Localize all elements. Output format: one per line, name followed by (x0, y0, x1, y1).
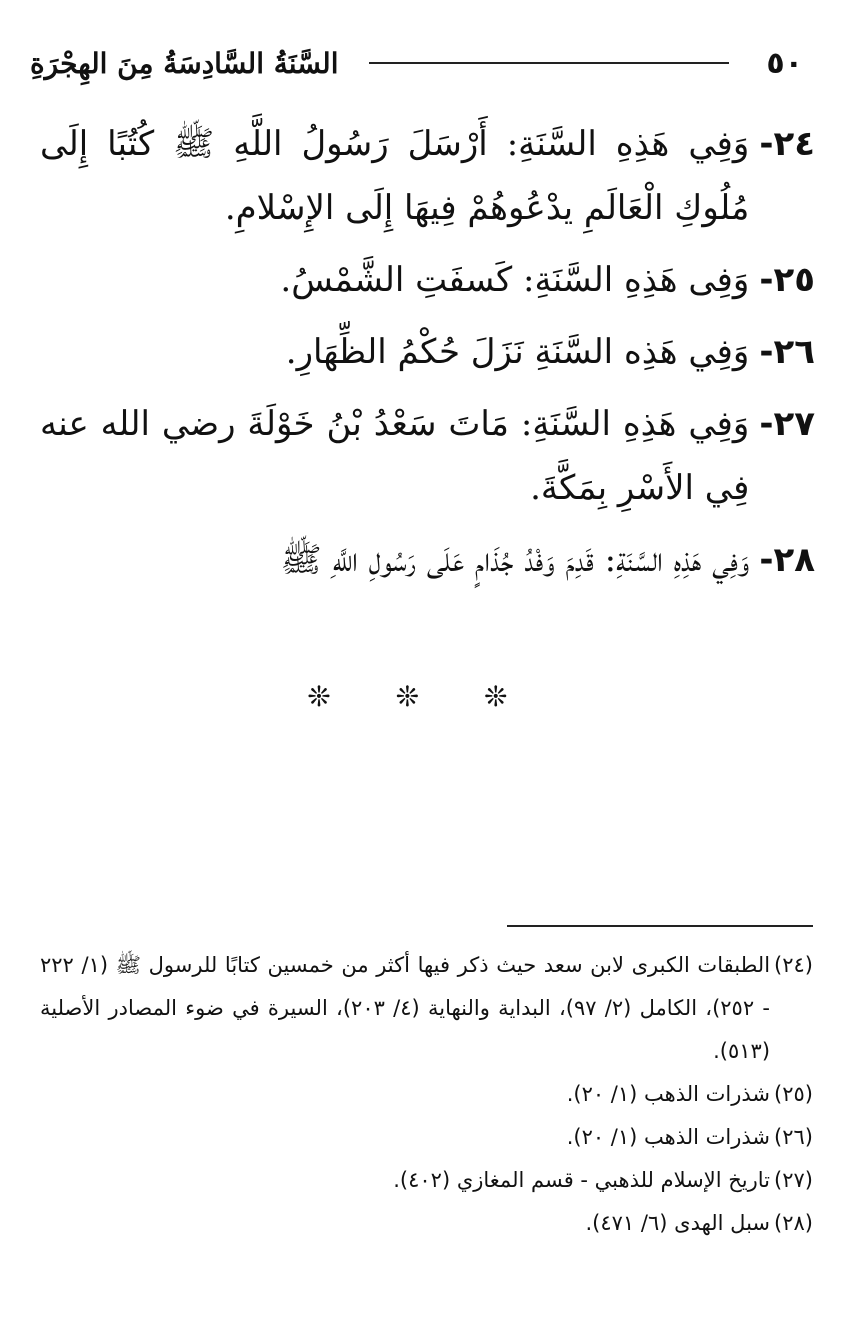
entry-26 (40, 320, 815, 384)
footnote-25 (40, 1073, 813, 1116)
footnotes-list (40, 944, 813, 1245)
footnote-28 (40, 1202, 813, 1245)
footnote-number: (٢٥) (774, 1082, 813, 1106)
entry-text: وَفِي هَذِه السَّنَةِ نَزَلَ حُكْمُ الظِّهَارِ. (285, 332, 750, 372)
footnote-27 (40, 1159, 813, 1202)
footnote-rule (507, 925, 813, 927)
entry-number: ٢٥- (759, 260, 815, 300)
footnote-number: (٢٤) (774, 953, 813, 977)
entry-text: وَفِي هَذِهِ السَّنَةِ: أَرْسَلَ رَسُولُ اللَّهِ ﷺ كُتُبًا إِلَى مُلُوكِ الْعَالَمِ يدْعُوهُمْ فِيهَا إِلَى الإِسْلامِ. (40, 124, 750, 228)
entry-number: ٢٦- (759, 332, 815, 372)
entry-text: وَفِي هَذِهِ السَّنَةِ: قَدِمَ وَفْدُ جُذَامٍ عَلَى رَسُولِ اللَّهِ ﷺ (280, 540, 750, 580)
entry-text: وَفِى هَذِهِ السَّنَةِ: كَسفَتِ الشَّمْسُ. (280, 260, 750, 300)
footnote-text: شذرات الذهب (١/ ٢٠). (566, 1082, 771, 1106)
running-title: السَّنَةُ السَّادِسَةُ مِنَ الهِجْرَةِ (30, 46, 339, 80)
section-separator: ❊ ❊ ❊ (307, 680, 536, 713)
footnote-text: سبل الهدى (٦/ ٤٧١). (585, 1211, 771, 1235)
footnote-text: تاريخ الإسلام للذهبي - قسم المغازي (٤٠٢). (393, 1168, 771, 1192)
entry-27 (40, 392, 815, 520)
entry-number: ٢٧- (759, 404, 815, 444)
footnote-24 (40, 944, 813, 1073)
footnote-text: الطبقات الكبرى لابن سعد حيث ذكر فيها أكثر من خمسين كتابًا للرسول ﷺ (١/ ٢٢٢ - ٢٥٢)، الكامل (٢/ ٩٧)، البداية والنهاية (٤/ ٢٠٣)، السيرة في ضوء المصادر الأصلية (٥١٣). (40, 953, 771, 1063)
entry-28 (40, 528, 815, 592)
entries-list (40, 112, 815, 600)
footnote-number: (٢٨) (774, 1211, 813, 1235)
page-header (30, 38, 803, 88)
header-rule (369, 62, 729, 64)
page-number: ٥٠ (766, 45, 803, 81)
entry-number: ٢٨- (759, 540, 815, 580)
entry-number: ٢٤- (759, 124, 815, 164)
footnote-number: (٢٧) (774, 1168, 813, 1192)
entry-25 (40, 248, 815, 312)
footnote-number: (٢٦) (774, 1125, 813, 1149)
footnote-26 (40, 1116, 813, 1159)
entry-text: وَفِي هَذِهِ السَّنَةِ: مَاتَ سَعْدُ بْنُ خَوْلَةَ رضي الله عنه فِي الأَسْرِ بِمَكَّةَ. (40, 404, 750, 508)
footnote-text: شذرات الذهب (١/ ٢٠). (566, 1125, 771, 1149)
entry-24 (40, 112, 815, 240)
